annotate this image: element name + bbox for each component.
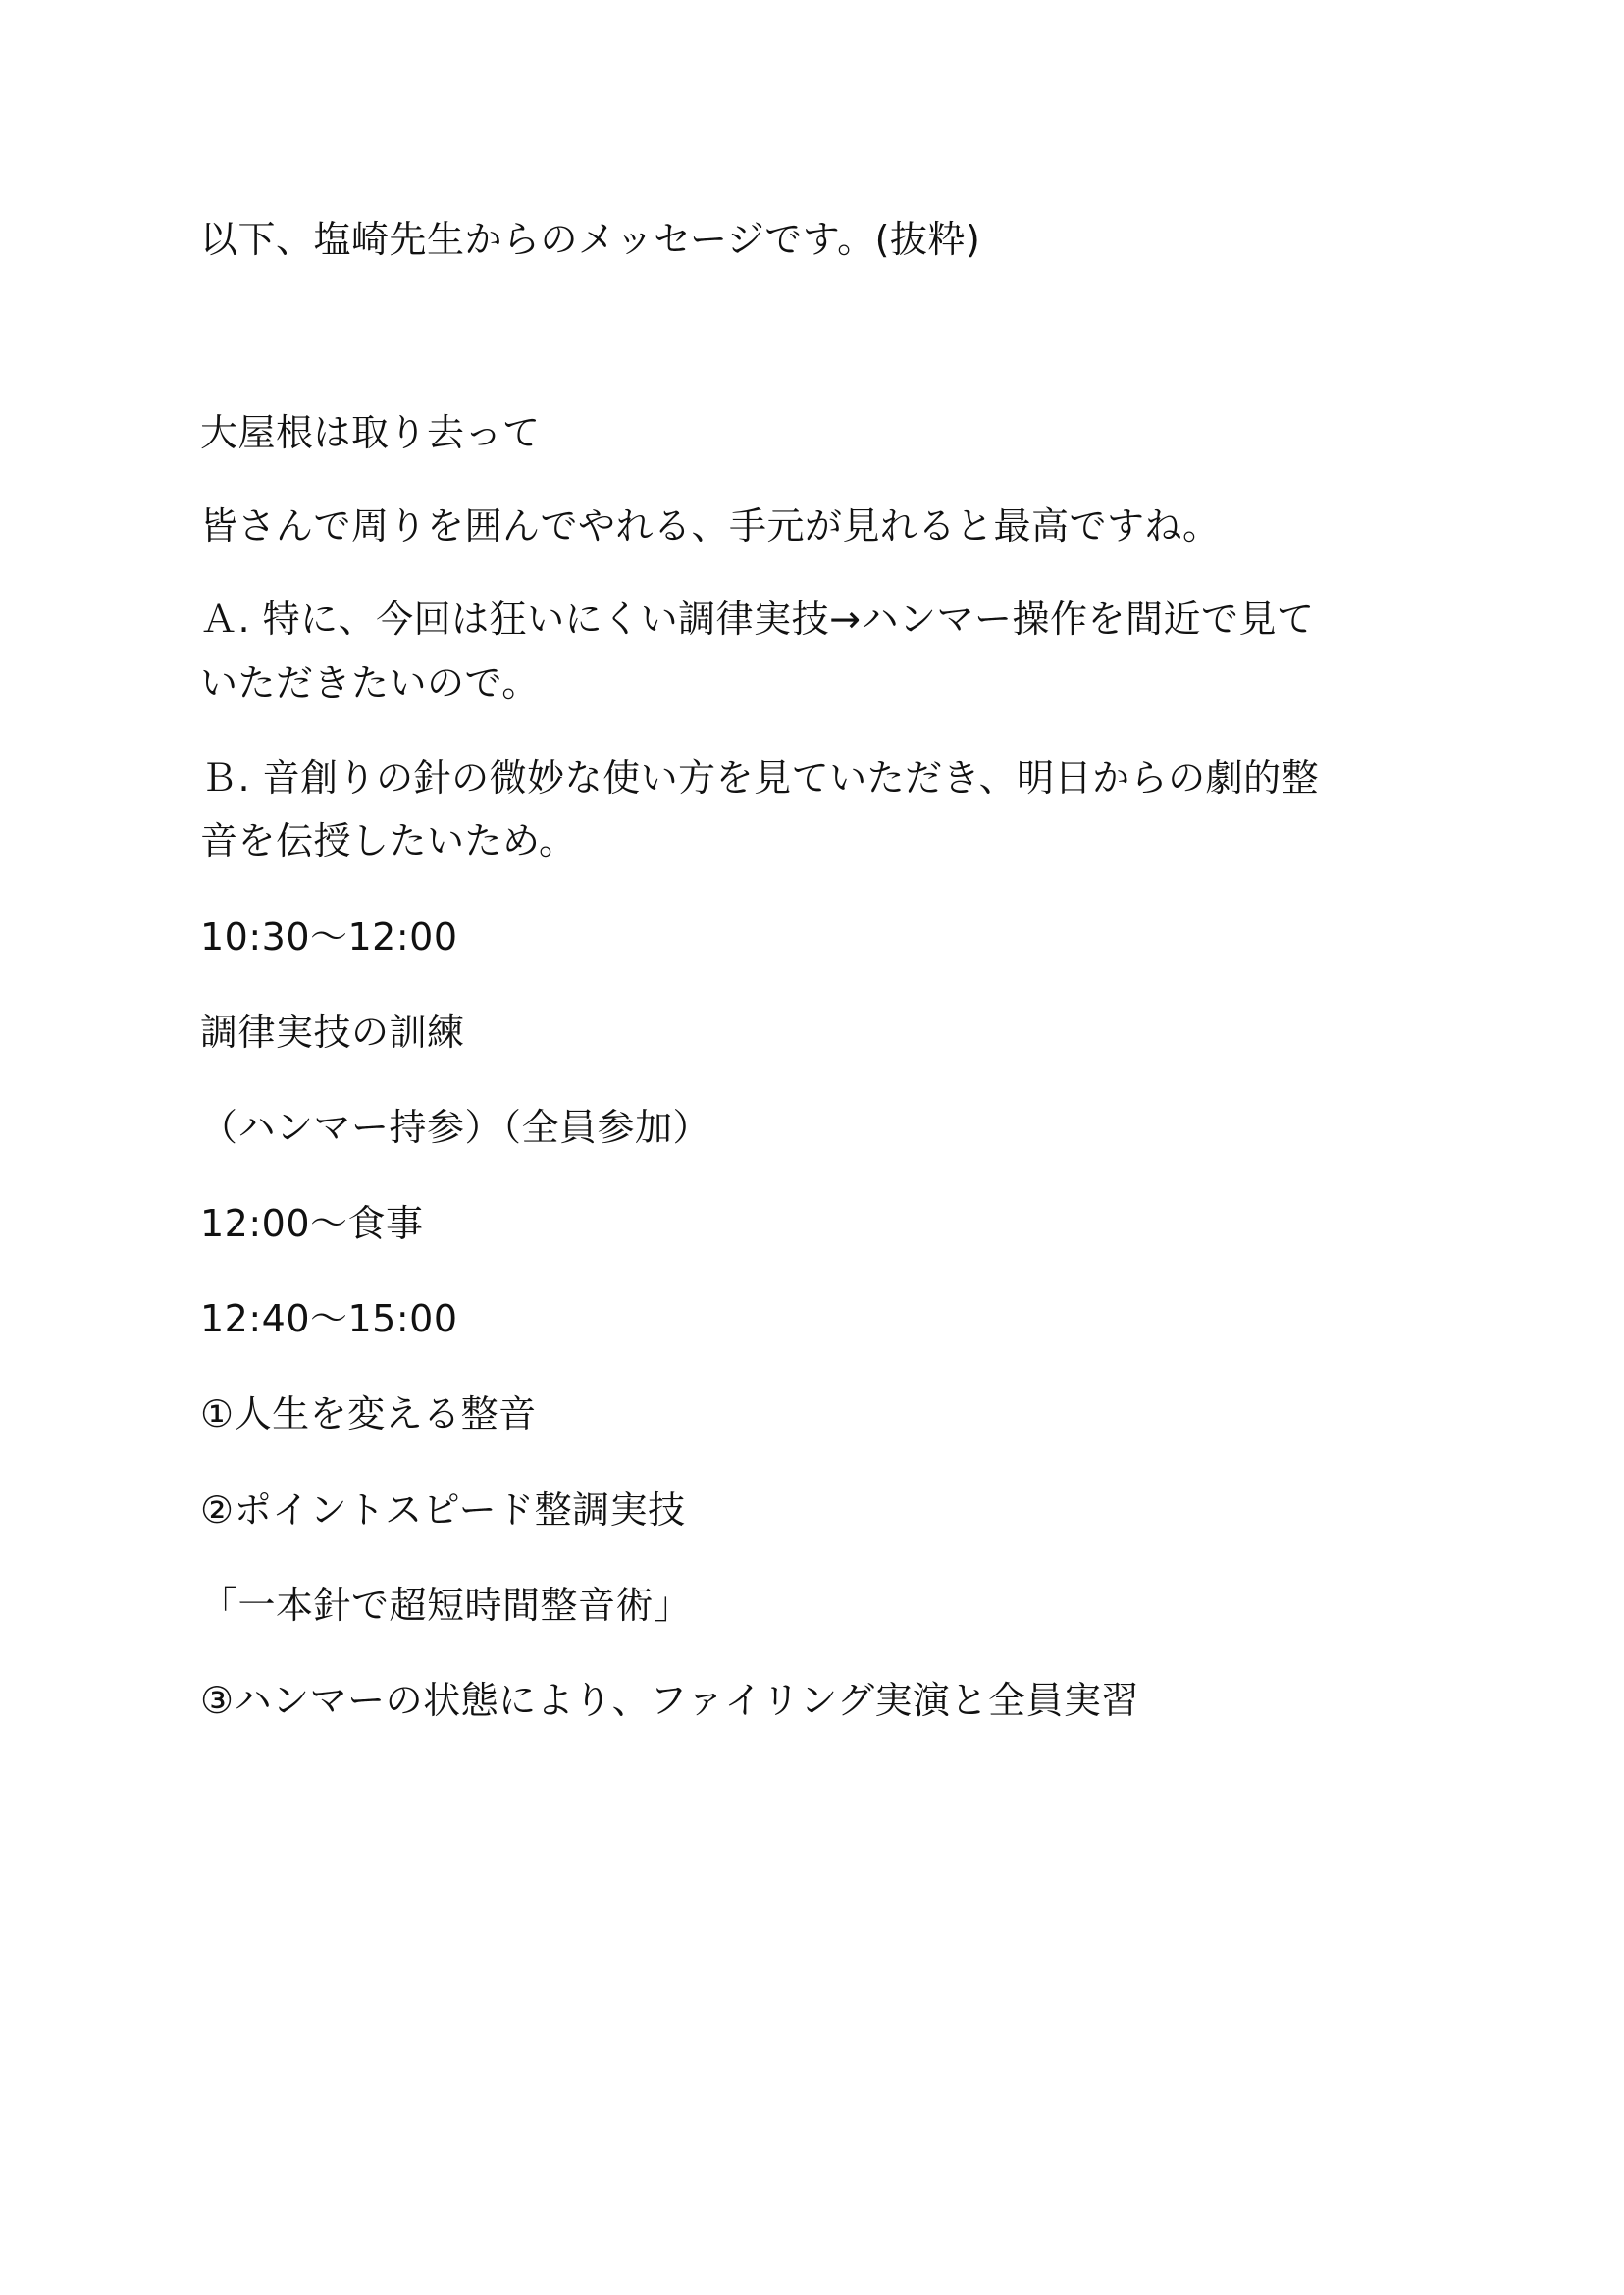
schedule-item: ①人生を変える整音 [200, 1392, 537, 1435]
schedule-note: （ハンマー持参）（全員参加） [200, 1106, 711, 1149]
schedule-time: 10:30～12:00 [200, 915, 458, 959]
item-b-line: Ｂ. 音創りの針の微妙な使い方を見ていただき、明日からの劇的整 [200, 756, 1320, 800]
item-b-continuation: 音を伝授したいため。 [200, 819, 577, 862]
item-a-line: Ａ. 特に、今回は狂いにくい調律実技→ハンマー操作を間近で見て [200, 598, 1315, 641]
paragraph-line: 皆さんで周りを囲んでやれる、手元が見れると最高ですね。 [200, 504, 1221, 548]
schedule-time: 12:00～食事 [200, 1202, 424, 1245]
paragraph-line: 大屋根は取り去って [200, 411, 541, 454]
schedule-item: 「一本針で超短時間整音術」 [200, 1584, 692, 1627]
schedule-item: 調律実技の訓練 [200, 1011, 465, 1054]
schedule-item: ③ハンマーの状態により、ファイリング実演と全員実習 [200, 1679, 1140, 1722]
schedule-item: ②ポイントスピード整調実技 [200, 1488, 686, 1532]
schedule-time: 12:40～15:00 [200, 1297, 458, 1340]
intro-line: 以下、塩崎先生からのメッセージです。(抜粋) [200, 218, 981, 261]
item-a-continuation: いただきたいので。 [200, 661, 540, 704]
